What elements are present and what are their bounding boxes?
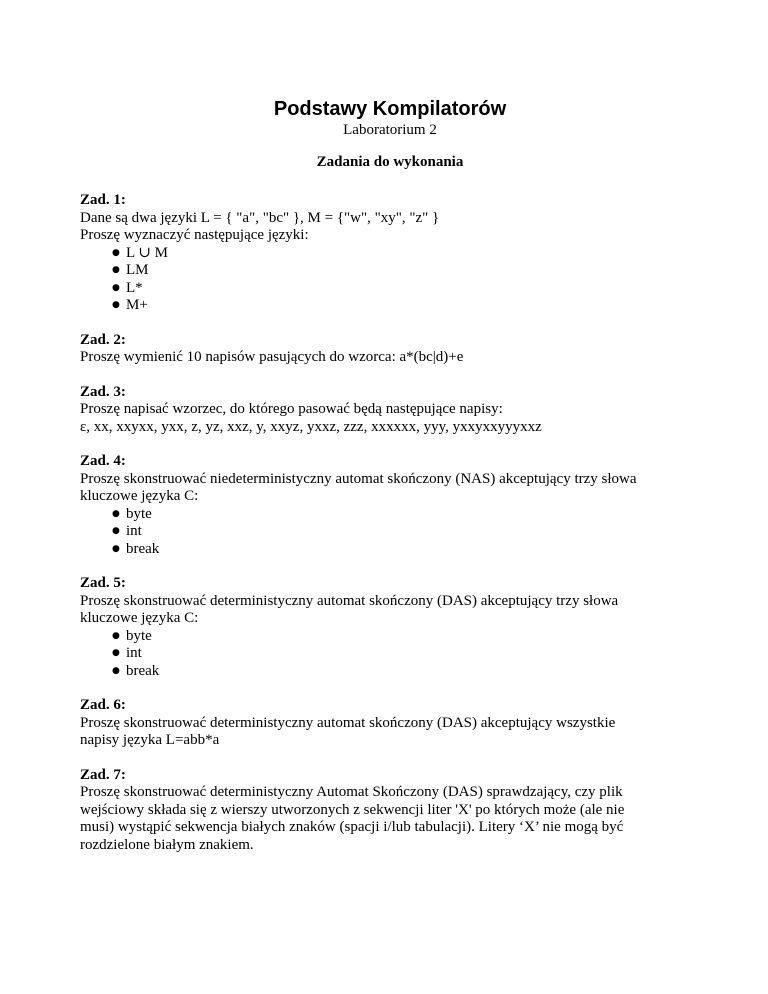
task-title: Zad. 2: — [80, 331, 126, 348]
section-heading: Zadania do wykonania — [316, 153, 464, 170]
list-item-text: byte — [126, 505, 152, 522]
bullet-icon: ● — [112, 265, 120, 275]
task-text-line: ε, xx, xxyxx, yxx, z, yz, xxz, y, xxyz, yxxz, zzz, xxxxxx, yyy, yxxyxxyyyxxz — [80, 418, 542, 435]
document-subtitle: Laboratorium 2 — [343, 122, 437, 138]
task-4 — [80, 453, 700, 558]
document-page — [80, 97, 700, 854]
task-1 — [80, 192, 700, 315]
list-item — [80, 280, 700, 298]
list-item-text: byte — [126, 627, 152, 644]
list-item — [80, 245, 700, 263]
bullet-icon: ● — [112, 508, 120, 519]
task-text-line: Proszę skonstruować deterministyczny Automat Skończony (DAS) sprawdzający, czy plik — [80, 784, 623, 800]
list-item-text: int — [126, 645, 142, 661]
task-7 — [80, 767, 700, 855]
task-text-line: kluczowe języka C: — [80, 488, 199, 504]
task-text-line: Dane są dwa języki L = { "a", "bc" }, M = {"w", "xy", "z" } — [80, 209, 440, 226]
task-text-line: wejściowy składa się z wierszy utworzonych z sekwencji liter 'X' po których może (ale nie — [80, 801, 625, 818]
bullet-icon: ● — [112, 282, 120, 293]
bullet-list — [80, 245, 700, 315]
task-text-line: Proszę skonstruować deterministyczny automat skończony (DAS) akceptujący wszystkie — [80, 714, 616, 731]
bullet-list — [80, 506, 700, 559]
list-item-text: M+ — [126, 297, 148, 313]
list-item-text: break — [126, 540, 160, 557]
list-item-text: int — [126, 523, 142, 539]
task-text-line: Proszę wyznaczyć następujące języki: — [80, 227, 309, 243]
list-item — [80, 663, 700, 681]
task-list — [80, 192, 700, 854]
task-6 — [80, 697, 700, 750]
task-text-line: Proszę skonstruować niedeterministyczny automat skończony (NAS) akceptujący trzy słowa — [80, 470, 637, 487]
task-5 — [80, 575, 700, 680]
task-text-line: musi) wystąpić sekwencja białych znaków (spacji i/lub tabulacji). Litery ‘X’ nie mogą być — [80, 819, 624, 835]
list-item-text: LM — [126, 262, 149, 278]
task-title: Zad. 7: — [80, 766, 126, 783]
task-title: Zad. 4: — [80, 453, 126, 469]
task-title: Zad. 1: — [80, 192, 126, 208]
task-title: Zad. 5: — [80, 575, 126, 591]
task-text-line: napisy języka L=abb*a — [80, 732, 220, 748]
task-title: Zad. 3: — [80, 383, 126, 400]
list-item — [80, 523, 700, 541]
list-item-text: L* — [126, 279, 143, 296]
list-item — [80, 262, 700, 280]
task-3 — [80, 384, 700, 437]
bullet-icon: ● — [112, 630, 120, 641]
task-text-line: Proszę napisać wzorzec, do którego pasować będą następujące napisy: — [80, 401, 503, 417]
task-title: Zad. 6: — [80, 697, 126, 713]
document-title: Podstawy Kompilatorów — [273, 98, 507, 120]
task-text-line: kluczowe języka C: — [80, 610, 199, 626]
task-text-line: Proszę skonstruować deterministyczny automat skończony (DAS) akceptujący trzy słowa — [80, 592, 619, 609]
list-item — [80, 297, 700, 315]
list-item — [80, 645, 700, 663]
list-item-text: break — [126, 662, 160, 679]
task-text-line: Proszę wymienić 10 napisów pasujących do wzorca: a*(bc|d)+e — [80, 349, 464, 365]
bullet-icon: ● — [112, 526, 120, 536]
bullet-icon: ● — [112, 300, 120, 310]
list-item — [80, 541, 700, 559]
bullet-icon: ● — [112, 665, 120, 676]
list-item-text: L ∪ M — [126, 244, 169, 261]
bullet-icon: ● — [112, 247, 120, 258]
task-2 — [80, 332, 700, 367]
list-item — [80, 506, 700, 524]
bullet-icon: ● — [112, 543, 120, 554]
task-text-line: rozdzielone białym znakiem. — [80, 836, 254, 853]
list-item — [80, 628, 700, 646]
bullet-icon: ● — [112, 648, 120, 658]
bullet-list — [80, 628, 700, 681]
